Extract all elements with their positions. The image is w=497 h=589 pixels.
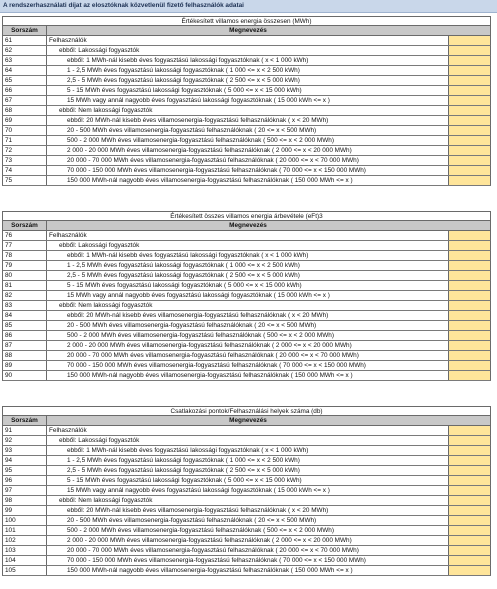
row-number: 85 — [3, 321, 47, 330]
table-section — [2, 16, 491, 186]
value-input-cell[interactable] — [449, 176, 490, 185]
row-number: 66 — [3, 86, 47, 95]
table-row — [2, 176, 491, 186]
table-row — [2, 331, 491, 341]
row-description: 500 - 2 000 MWh éves villamosenergia-fogyasztású felhasználóknak ( 500 <= x < 2 000 MWh) — [47, 526, 449, 535]
row-description: 1 - 2,5 MWh éves fogyasztású lakossági fogyasztóknak ( 1 000 <= x < 2 500 kWh) — [47, 456, 449, 465]
table-row — [2, 261, 491, 271]
row-number: 61 — [3, 36, 47, 45]
row-number: 62 — [3, 46, 47, 55]
row-number: 75 — [3, 176, 47, 185]
row-number: 64 — [3, 66, 47, 75]
table-row — [2, 46, 491, 56]
value-input-cell[interactable] — [449, 536, 490, 545]
row-number: 88 — [3, 351, 47, 360]
value-input-cell[interactable] — [449, 566, 490, 575]
value-input-cell[interactable] — [449, 456, 490, 465]
row-description: ebből: 1 MWh-nál kisebb éves fogyasztású lakossági fogyasztóknak ( x < 1 000 kWh) — [47, 446, 449, 455]
table-section — [2, 211, 491, 381]
column-header-number: Sorszám — [3, 26, 47, 35]
value-input-cell[interactable] — [449, 556, 490, 565]
table-row — [2, 371, 491, 381]
table-row — [2, 271, 491, 281]
row-number: 87 — [3, 341, 47, 350]
table-row — [2, 311, 491, 321]
table-row — [2, 166, 491, 176]
row-description: 20 000 - 70 000 MWh éves villamosenergia-fogyasztású felhasználóknak ( 20 000 <= x < 70 000 MWh) — [47, 546, 449, 555]
table-row — [2, 36, 491, 46]
row-number: 77 — [3, 241, 47, 250]
value-input-cell[interactable] — [449, 466, 490, 475]
row-number: 83 — [3, 301, 47, 310]
row-number: 67 — [3, 96, 47, 105]
value-input-cell[interactable] — [449, 331, 490, 340]
row-description: 70 000 - 150 000 MWh éves villamosenergia-fogyasztású felhasználóknak ( 70 000 <= x < 150 000 MWh) — [47, 556, 449, 565]
table-row — [2, 476, 491, 486]
row-number: 70 — [3, 126, 47, 135]
table-row — [2, 546, 491, 556]
column-header-row — [2, 416, 491, 426]
value-input-cell[interactable] — [449, 66, 490, 75]
table-row — [2, 156, 491, 166]
table-row — [2, 136, 491, 146]
row-number: 101 — [3, 526, 47, 535]
row-number: 78 — [3, 251, 47, 260]
row-number: 69 — [3, 116, 47, 125]
row-number: 79 — [3, 261, 47, 270]
row-number: 98 — [3, 496, 47, 505]
value-input-cell[interactable] — [449, 486, 490, 495]
value-input-cell[interactable] — [449, 526, 490, 535]
column-header-row — [2, 26, 491, 36]
table-row — [2, 516, 491, 526]
row-description: 5 - 15 MWh éves fogyasztású lakossági fogyasztóknak ( 5 000 <= x < 15 000 kWh) — [47, 476, 449, 485]
value-input-cell[interactable] — [449, 341, 490, 350]
value-input-cell[interactable] — [449, 36, 490, 45]
value-input-cell[interactable] — [449, 436, 490, 445]
table-row — [2, 241, 491, 251]
table-row — [2, 341, 491, 351]
value-input-cell[interactable] — [449, 351, 490, 360]
row-description: 2,5 - 5 MWh éves fogyasztású lakossági fogyasztóknak ( 2 500 <= x < 5 000 kWh) — [47, 271, 449, 280]
row-number: 97 — [3, 486, 47, 495]
row-description: 20 - 500 MWh éves villamosenergia-fogyasztású felhasználóknak ( 20 <= x < 500 MWh) — [47, 321, 449, 330]
table-row — [2, 96, 491, 106]
row-description: 15 MWh vagy annál nagyobb éves fogyasztású lakossági fogyasztóknak ( 15 000 kWh <= x ) — [47, 96, 449, 105]
value-input-cell[interactable] — [449, 281, 490, 290]
row-number: 96 — [3, 476, 47, 485]
value-input-cell[interactable] — [449, 271, 490, 280]
value-input-cell[interactable] — [449, 56, 490, 65]
table-row — [2, 146, 491, 156]
value-input-cell[interactable] — [449, 136, 490, 145]
value-input-cell[interactable] — [449, 311, 490, 320]
row-description: 70 000 - 150 000 MWh éves villamosenergia-fogyasztású felhasználóknak ( 70 000 <= x < 150 000 MWh) — [47, 361, 449, 370]
value-input-cell[interactable] — [449, 46, 490, 55]
table-row — [2, 251, 491, 261]
table-row — [2, 466, 491, 476]
row-description: ebből: Nem lakossági fogyasztók — [47, 496, 449, 505]
row-description: 20 000 - 70 000 MWh éves villamosenergia-fogyasztású felhasználóknak ( 20 000 <= x < 70 000 MWh) — [47, 156, 449, 165]
table-row — [2, 526, 491, 536]
value-input-cell[interactable] — [449, 546, 490, 555]
row-description: 2,5 - 5 MWh éves fogyasztású lakossági fogyasztóknak ( 2 500 <= x < 5 000 kWh) — [47, 466, 449, 475]
table-row — [2, 536, 491, 546]
row-number: 104 — [3, 556, 47, 565]
row-description: 20 - 500 MWh éves villamosenergia-fogyasztású felhasználóknak ( 20 <= x < 500 MWh) — [47, 516, 449, 525]
row-number: 89 — [3, 361, 47, 370]
row-description: 500 - 2 000 MWh éves villamosenergia-fogyasztású felhasználóknak ( 500 <= x < 2 000 MWh) — [47, 331, 449, 340]
column-header-description: Megnevezés — [229, 27, 267, 34]
column-header-number: Sorszám — [3, 221, 47, 230]
value-input-cell[interactable] — [449, 241, 490, 250]
row-description: 5 - 15 MWh éves fogyasztású lakossági fogyasztóknak ( 5 000 <= x < 15 000 kWh) — [47, 86, 449, 95]
row-number: 82 — [3, 291, 47, 300]
row-number: 81 — [3, 281, 47, 290]
row-description: ebből: Lakossági fogyasztók — [47, 241, 449, 250]
row-description: 150 000 MWh-nál nagyobb éves villamosenergia-fogyasztású felhasználóknak ( 150 000 MWh <= x ) — [47, 176, 449, 185]
row-number: 94 — [3, 456, 47, 465]
row-number: 63 — [3, 56, 47, 65]
row-number: 74 — [3, 166, 47, 175]
row-description: 500 - 2 000 MWh éves villamosenergia-fogyasztású felhasználóknak ( 500 <= x < 2 000 MWh) — [47, 136, 449, 145]
section-title: Értékesített összes villamos energia árbevétele (eFt)3 — [2, 211, 491, 221]
table-row — [2, 126, 491, 136]
section-title: Értékesített villamos energia összesen (MWh) — [2, 16, 491, 26]
row-description: 20 - 500 MWh éves villamosenergia-fogyasztású felhasználóknak ( 20 <= x < 500 MWh) — [47, 126, 449, 135]
row-description: ebből: 1 MWh-nál kisebb éves fogyasztású lakossági fogyasztóknak ( x < 1 000 kWh) — [47, 56, 449, 65]
section-title: Csatlakozási pontok/Felhasználási helyek száma (db) — [2, 406, 491, 416]
value-input-cell[interactable] — [449, 231, 490, 240]
row-description: ebből: Lakossági fogyasztók — [47, 436, 449, 445]
value-input-cell[interactable] — [449, 166, 490, 175]
table-row — [2, 566, 491, 576]
table-row — [2, 86, 491, 96]
row-description: Felhasználók — [47, 426, 449, 435]
table-row — [2, 351, 491, 361]
row-description: 2 000 - 20 000 MWh éves villamosenergia-fogyasztású felhasználóknak ( 2 000 <= x < 20 000 MWh) — [47, 146, 449, 155]
row-description: ebből: 1 MWh-nál kisebb éves fogyasztású lakossági fogyasztóknak ( x < 1 000 kWh) — [47, 251, 449, 260]
value-input-cell[interactable] — [449, 116, 490, 125]
row-description: 1 - 2,5 MWh éves fogyasztású lakossági fogyasztóknak ( 1 000 <= x < 2 500 kWh) — [47, 261, 449, 270]
row-description: ebből: 20 MWh-nál kisebb éves villamosenergia-fogyasztású felhasználóknak ( x < 20 MWh) — [47, 311, 449, 320]
row-description: ebből: Nem lakossági fogyasztók — [47, 301, 449, 310]
row-number: 84 — [3, 311, 47, 320]
value-input-cell[interactable] — [449, 426, 490, 435]
value-input-cell[interactable] — [449, 516, 490, 525]
row-number: 72 — [3, 146, 47, 155]
value-input-cell[interactable] — [449, 156, 490, 165]
row-number: 80 — [3, 271, 47, 280]
table-row — [2, 301, 491, 311]
table-row — [2, 486, 491, 496]
page-title: A rendszerhasználati díjat az elosztóknak közvetlenül fizető felhasználók adatai — [3, 2, 244, 9]
row-number: 99 — [3, 506, 47, 515]
value-input-cell[interactable] — [449, 146, 490, 155]
table-row — [2, 496, 491, 506]
row-description: Felhasználók — [47, 36, 449, 45]
table-row — [2, 456, 491, 466]
column-header-description: Megnevezés — [229, 222, 267, 229]
value-input-cell[interactable] — [449, 301, 490, 310]
row-number: 73 — [3, 156, 47, 165]
value-input-cell[interactable] — [449, 496, 490, 505]
table-row — [2, 556, 491, 566]
row-number: 91 — [3, 426, 47, 435]
column-header-number: Sorszám — [3, 416, 47, 425]
table-row — [2, 231, 491, 241]
row-description: Felhasználók — [47, 231, 449, 240]
value-input-cell[interactable] — [449, 261, 490, 270]
row-number: 100 — [3, 516, 47, 525]
column-header-description: Megnevezés — [229, 417, 267, 424]
table-row — [2, 506, 491, 516]
row-number: 86 — [3, 331, 47, 340]
value-input-cell[interactable] — [449, 371, 490, 380]
value-input-cell[interactable] — [449, 106, 490, 115]
value-input-cell[interactable] — [449, 361, 490, 370]
value-input-cell[interactable] — [449, 96, 490, 105]
row-description: 5 - 15 MWh éves fogyasztású lakossági fogyasztóknak ( 5 000 <= x < 15 000 kWh) — [47, 281, 449, 290]
table-row — [2, 56, 491, 66]
row-description: ebből: Lakossági fogyasztók — [47, 46, 449, 55]
value-input-cell[interactable] — [449, 76, 490, 85]
value-input-cell[interactable] — [449, 291, 490, 300]
table-row — [2, 361, 491, 371]
row-description: 2 000 - 20 000 MWh éves villamosenergia-fogyasztású felhasználóknak ( 2 000 <= x < 20 000 MWh) — [47, 536, 449, 545]
table-section — [2, 406, 491, 576]
column-header-row — [2, 221, 491, 231]
row-description: ebből: Nem lakossági fogyasztók — [47, 106, 449, 115]
value-input-cell[interactable] — [449, 86, 490, 95]
value-input-cell[interactable] — [449, 446, 490, 455]
table-row — [2, 446, 491, 456]
table-row — [2, 321, 491, 331]
row-description: 1 - 2,5 MWh éves fogyasztású lakossági fogyasztóknak ( 1 000 <= x < 2 500 kWh) — [47, 66, 449, 75]
row-description: 150 000 MWh-nál nagyobb éves villamosenergia-fogyasztású felhasználóknak ( 150 000 MWh <= x ) — [47, 371, 449, 380]
row-number: 68 — [3, 106, 47, 115]
value-input-cell[interactable] — [449, 126, 490, 135]
row-description: 15 MWh vagy annál nagyobb éves fogyasztású lakossági fogyasztóknak ( 15 000 kWh <= x ) — [47, 291, 449, 300]
row-number: 71 — [3, 136, 47, 145]
value-input-cell[interactable] — [449, 251, 490, 260]
row-number: 76 — [3, 231, 47, 240]
row-description: 150 000 MWh-nál nagyobb éves villamosenergia-fogyasztású felhasználóknak ( 150 000 MWh <= x ) — [47, 566, 449, 575]
row-number: 93 — [3, 446, 47, 455]
row-description: 20 000 - 70 000 MWh éves villamosenergia-fogyasztású felhasználóknak ( 20 000 <= x < 70 000 MWh) — [47, 351, 449, 360]
row-number: 103 — [3, 546, 47, 555]
table-row — [2, 291, 491, 301]
row-description: 15 MWh vagy annál nagyobb éves fogyasztású lakossági fogyasztóknak ( 15 000 kWh <= x ) — [47, 486, 449, 495]
table-row — [2, 436, 491, 446]
row-number: 92 — [3, 436, 47, 445]
table-row — [2, 106, 491, 116]
value-input-cell[interactable] — [449, 321, 490, 330]
row-number: 95 — [3, 466, 47, 475]
row-number: 105 — [3, 566, 47, 575]
row-description: 2,5 - 5 MWh éves fogyasztású lakossági fogyasztóknak ( 2 500 <= x < 5 000 kWh) — [47, 76, 449, 85]
row-description: ebből: 20 MWh-nál kisebb éves villamosenergia-fogyasztású felhasználóknak ( x < 20 MWh) — [47, 116, 449, 125]
row-description: ebből: 20 MWh-nál kisebb éves villamosenergia-fogyasztású felhasználóknak ( x < 20 MWh) — [47, 506, 449, 515]
row-number: 90 — [3, 371, 47, 380]
row-description: 70 000 - 150 000 MWh éves villamosenergia-fogyasztású felhasználóknak ( 70 000 <= x < 150 000 MWh) — [47, 166, 449, 175]
value-input-cell[interactable] — [449, 476, 490, 485]
table-row — [2, 76, 491, 86]
page-title-bar — [0, 0, 497, 13]
row-number: 102 — [3, 536, 47, 545]
row-description: 2 000 - 20 000 MWh éves villamosenergia-fogyasztású felhasználóknak ( 2 000 <= x < 20 000 MWh) — [47, 341, 449, 350]
table-row — [2, 281, 491, 291]
table-row — [2, 66, 491, 76]
table-row — [2, 426, 491, 436]
value-input-cell[interactable] — [449, 506, 490, 515]
row-number: 65 — [3, 76, 47, 85]
table-row — [2, 116, 491, 126]
